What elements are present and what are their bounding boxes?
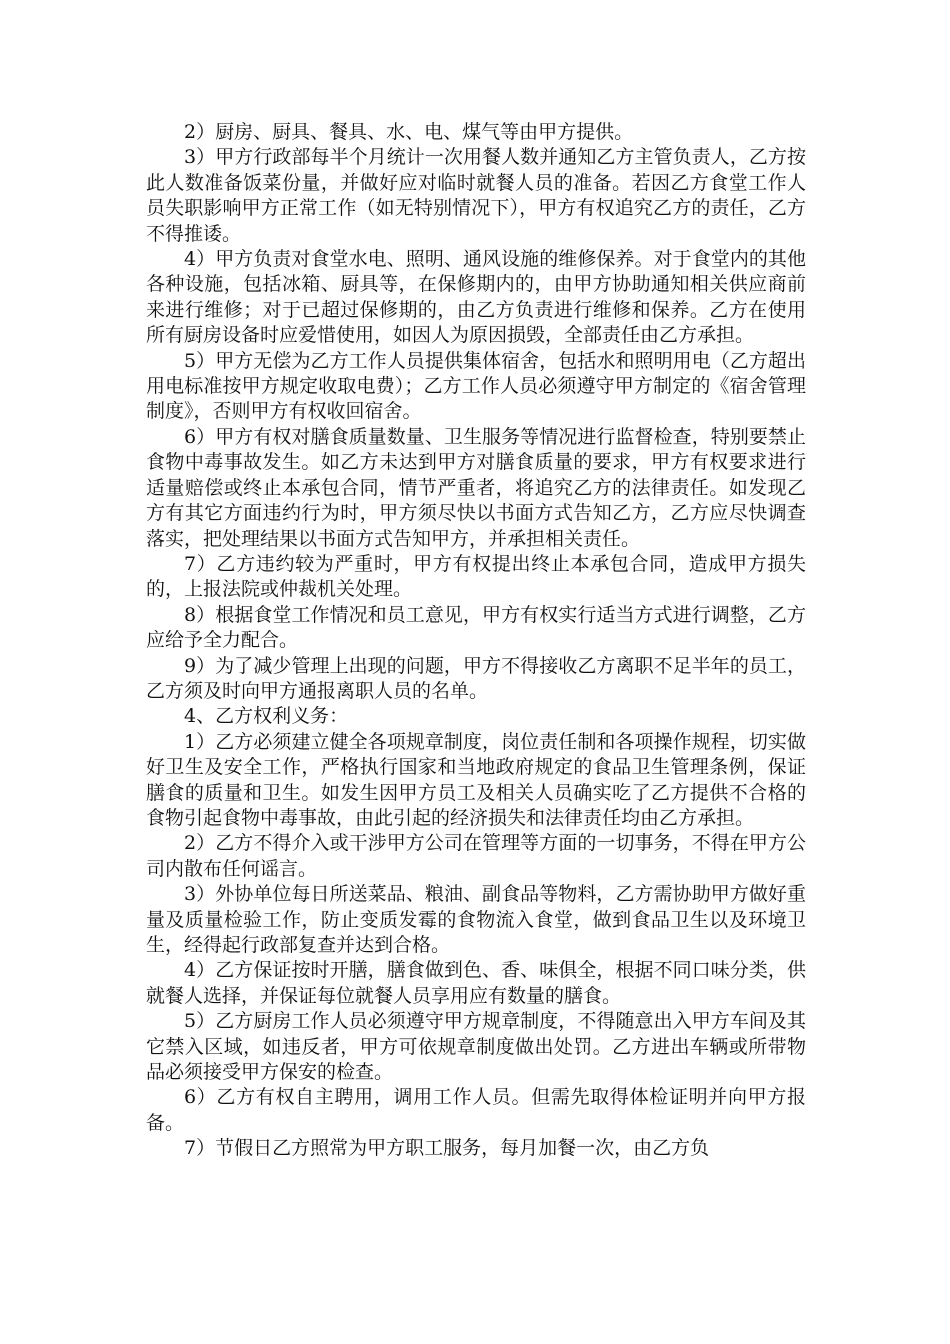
paragraph-maintenance: 4）甲方负责对食堂水电、照明、通风设施的维修保养。对于食堂内的其他各种设施，包括冰箱、厨具等，在保修期内的，由甲方协助通知相关供应商前来进行维修；对于已超过保修期的，由乙方负责进行维修和保养。乙方在使用所有厨房设备时应爱惜使用，如因人为原因损毁，全部责任由乙方承担。 [146,248,806,347]
paragraph-former-staff: 9）为了减少管理上出现的问题，甲方不得接收乙方离职不足半年的员工，乙方须及时向甲方通报离职人员的名单。 [146,654,806,702]
paragraph-meal-count: 3）甲方行政部每半个月统计一次用餐人数并通知乙方主管负责人，乙方按此人数准备饭菜份量，并做好应对临时就餐人员的准备。若因乙方食堂工作人员失职影响甲方正常工作（如无特别情况下），甲方有权追究乙方的责任，乙方不得推诿。 [146,146,806,245]
paragraph-dormitory: 5）甲方无偿为乙方工作人员提供集体宿舍，包括水和照明用电（乙方超出用电标准按甲方规定收取电费）；乙方工作人员必须遵守甲方制定的《宿舍管理制度》，否则甲方有权收回宿舍。 [146,349,806,423]
paragraph-breach: 7）乙方违约较为严重时，甲方有权提出终止本承包合同，造成甲方损失的，上报法院或仲裁机关处理。 [146,552,806,601]
paragraph-holidays: 7）节假日乙方照常为甲方职工服务，每月加餐一次，由乙方负 [184,1137,710,1160]
paragraph-regulations: 1）乙方必须建立健全各项规章制度，岗位责任制和各项操作规程，切实做好卫生及安全工作，严格执行国家和当地政府规定的食品卫生管理条例，保证膳食的质量和卫生。如发生因甲方员工及相关人员确实吃了乙方提供不合格的食物引起食物中毒事故，由此引起的经济损失和法律责任均由乙方承担。 [146,730,806,829]
paragraph-meal-service: 4）乙方保证按时开膳，膳食做到色、香、味俱全，根据不同口味分类，供就餐人选择，并保证每位就餐人员享用应有数量的膳食。 [146,959,806,1007]
document-body [146,120,806,1162]
paragraph-inspection: 3）外协单位每日所送菜品、粮油、副食品等物料，乙方需协助甲方做好重量及质量检验工作，防止变质发霉的食物流入食堂，做到食品卫生以及环境卫生，经得起行政部复查并达到合格。 [146,883,806,956]
paragraph-adjustment: 8）根据食堂工作情况和员工意见，甲方有权实行适当方式进行调整，乙方应给予全力配合。 [146,603,806,652]
paragraph-staff-rules: 5）乙方厨房工作人员必须遵守甲方规章制度，不得随意出入甲方车间及其它禁入区域，如违反者，甲方可依规章制度做出处罚。乙方进出车辆或所带物品必须接受甲方保安的检查。 [146,1010,806,1084]
paragraph-non-interference: 2）乙方不得介入或干涉甲方公司在管理等方面的一切事务，不得在甲方公司内散布任何谣言。 [146,832,806,880]
section-heading-party-b-rights: 4、乙方权利义务： [184,705,349,728]
paragraph-supervision: 6）甲方有权对膳食质量数量、卫生服务等情况进行监督检查，特别要禁止食物中毒事故发生。如乙方未达到甲方对膳食质量的要求，甲方有权要求进行适量赔偿或终止本承包合同，情节严重者，将追究乙方的法律责任。如发现乙方有其它方面违约行为时，甲方须尽快以书面方式告知乙方，乙方应尽快调查落实，把处理结果以书面方式告知甲方，并承担相关责任。 [146,425,806,550]
paragraph-kitchen-supply: 2）厨房、厨具、餐具、水、电、煤气等由甲方提供。 [184,121,634,143]
paragraph-hiring: 6）乙方有权自主聘用，调用工作人员。但需先取得体检证明并向甲方报备。 [146,1086,806,1134]
